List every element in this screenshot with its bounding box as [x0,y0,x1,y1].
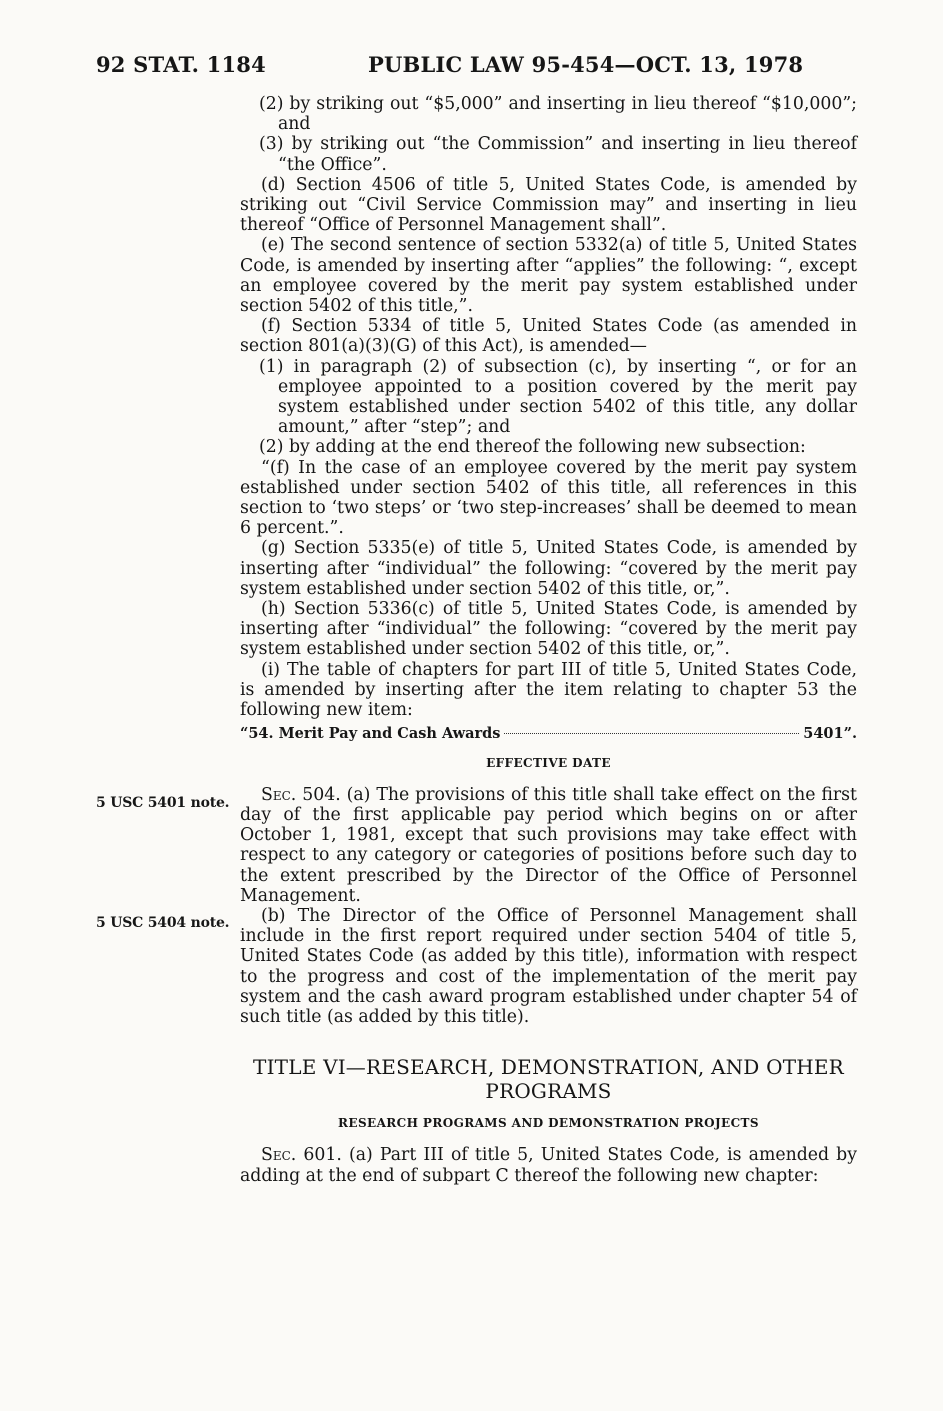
paragraph-2-striking-5000: (2) by striking out “$5,000” and inserting in lieu thereof “$10,000”; and [259,94,857,135]
leader-dots [504,733,799,734]
margin-note-5404: 5 USC 5404 note. [96,915,230,931]
paragraph-h-section-5336: (h) Section 5336(c) of title 5, United States Code, is amended by inserting after “individual” the following: “covered by the merit pay system established under section 5402 of this title, or,”. [240,599,857,660]
statute-body [240,94,857,1186]
effective-date-heading: EFFECTIVE DATE [486,755,611,770]
paragraph-f2-new-subsection: (2) by adding at the end thereof the following new subsection: [259,437,806,458]
paragraph-i-table-of-chapters: (i) The table of chapters for part III of title 5, United States Code, is amended by inserting after the item relating to chapter 53 the following new item: [240,659,857,721]
research-programs-heading: RESEARCH PROGRAMS AND DEMONSTRATION PROJECTS [338,1116,759,1131]
margin-note-5401: 5 USC 5401 note. [96,795,230,811]
table-of-chapters-item [240,724,857,744]
paragraph-f1-subsection-c: (1) in paragraph (2) of subsection (c), by inserting “, or for an employee appointed to a position covered by the merit pay system established under section 5402 of this title, any dollar amount,” after “step”; and [259,356,857,438]
paragraph-d-section-4506: (d) Section 4506 of title 5, United States Code, is amended by striking out “Civil Service Commission may” and inserting in lieu thereof “Office of Personnel Management shall”. [240,174,857,236]
section-601-a-text: 601. (a) Part III of title 5, United States Code, is amended by adding at the end of subpart C thereof the following new chapter: [240,1145,857,1186]
title-vi-heading [240,1055,857,1103]
section-504-b: (b) The Director of the Office of Personnel Management shall include in the first report required under section 5404 of title 5, United States Code (as added by this title), information with respect to the progress and cost of the implementation of the merit pay system and the cash award program established under chapter 54 of such title (as added by this title). [240,905,857,1027]
paragraph-3-striking-commission: (3) by striking out “the Commission” and inserting in lieu thereof “the Office”. [259,134,857,175]
sec-label: Sec. [261,784,297,805]
title-vi-line-2: PROGRAMS [485,1079,612,1104]
title-vi-line-1: TITLE VI—RESEARCH, DEMONSTRATION, AND OTHER [253,1055,844,1080]
paragraph-e-section-5332: (e) The second sentence of section 5332(a) of title 5, United States Code, is amended by inserting after “applies” the following: “, except an employee covered by the merit pay system established under section 5402 of this title,”. [240,235,857,317]
section-504-a [240,785,857,906]
paragraph-f-section-5334: (f) Section 5334 of title 5, United States Code (as amended in section 801(a)(3)(G) of this Act), is amended— [240,316,857,357]
public-law-header: PUBLIC LAW 95-454—OCT. 13, 1978 [368,52,804,77]
sec-label-601: Sec. [261,1145,297,1166]
quoted-subsection-f: “(f) In the case of an employee covered by the merit pay system established under section 5402 of this title, all references in this section to ‘two steps’ or ‘two step-increases’ shall be deemed to mean 6 percent.”. [240,457,857,539]
paragraph-g-section-5335: (g) Section 5335(e) of title 5, United States Code, is amended by inserting after “individual” the following: “covered by the merit pay system established under section 5402 of this title, or,”. [240,538,857,599]
section-504-a-text: 504. (a) The provisions of this title shall take effect on the first day of the first applicable pay period which begins on or after October 1, 1981, except that such provisions may take effect with respect to any category or categories of positions before such day to the extent prescribed by the Director of the Office of Personnel Management. [240,784,857,906]
chapter-item-section: 5401”. [803,725,857,743]
chapter-item-label: “54. Merit Pay and Cash Awards [240,725,501,743]
section-601-a [240,1145,857,1185]
page-number-header: 92 STAT. 1184 [96,52,266,77]
